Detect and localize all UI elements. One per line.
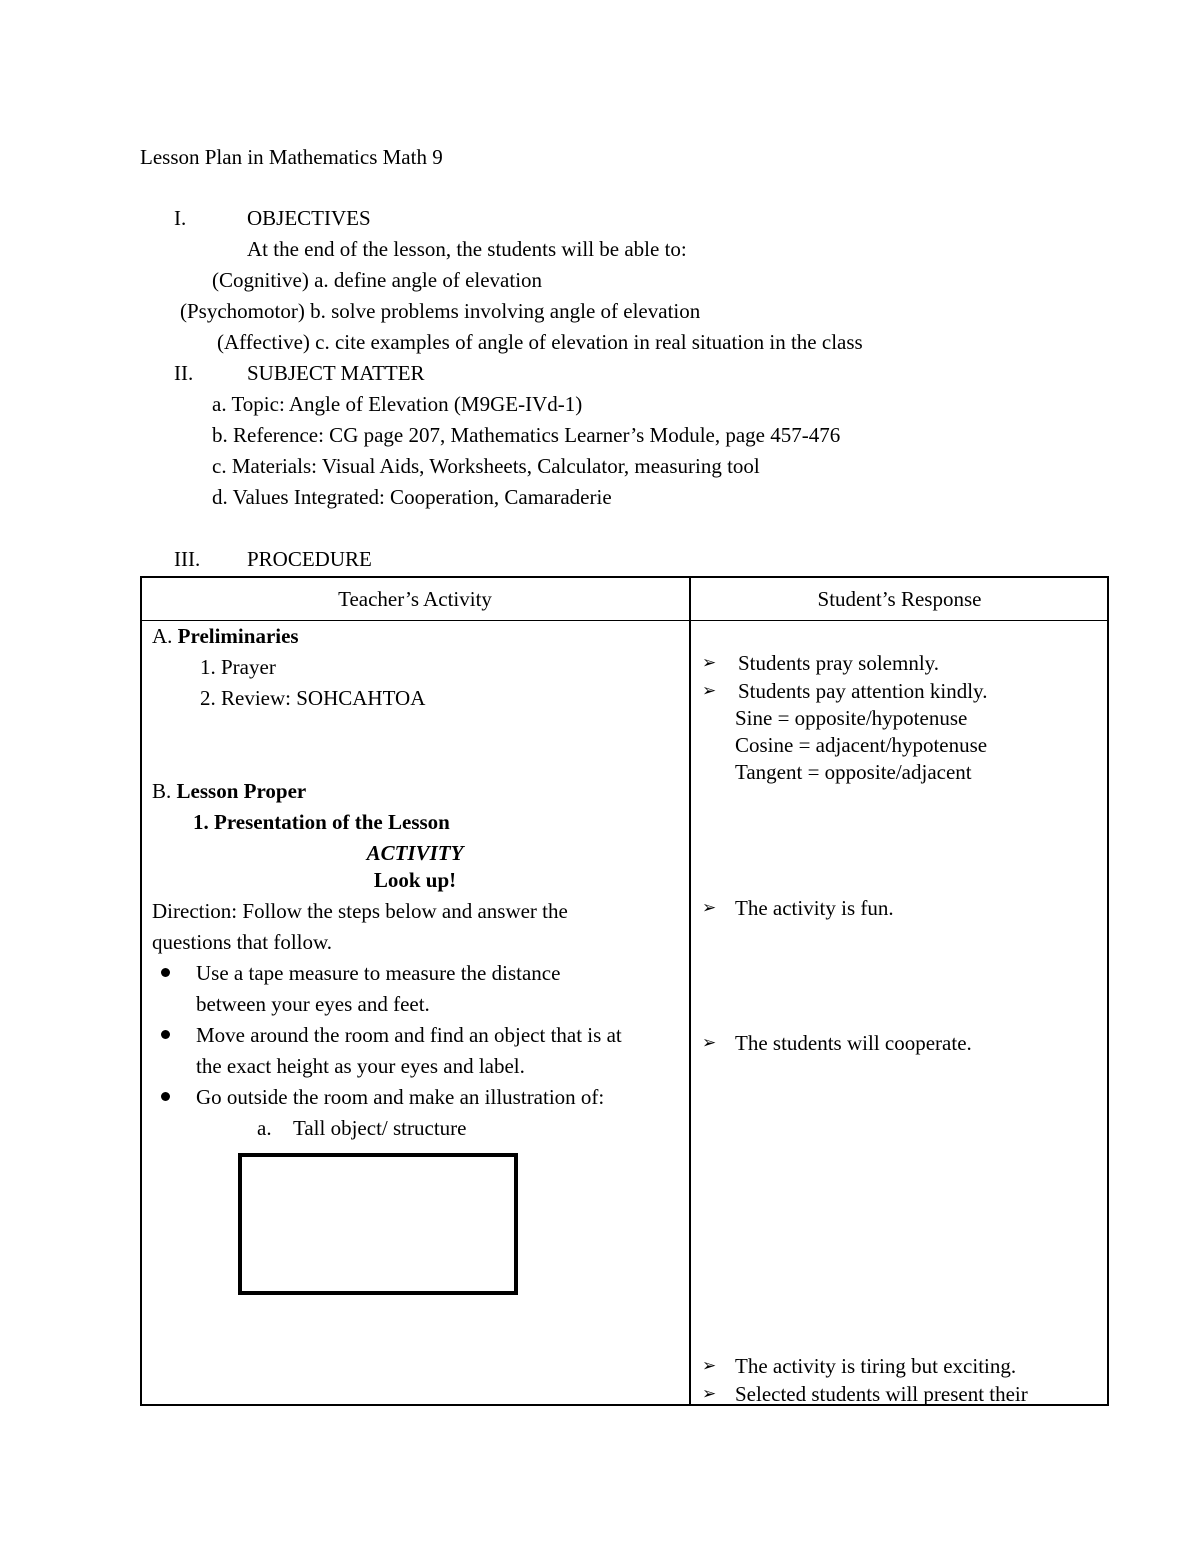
prelim-item-prayer: 1. Prayer [200, 655, 276, 679]
arrow-bullet-icon: ➢ [702, 1384, 717, 1404]
teacher-activity-header: Teacher’s Activity [338, 587, 492, 611]
direction-line-2: questions that follow. [152, 930, 333, 954]
document-title: Lesson Plan in Mathematics Math 9 [140, 145, 443, 169]
objectives-numeral: I. [174, 206, 187, 230]
bullet-2-line-1: Move around the room and find an object that is at [196, 1023, 622, 1047]
response-cooperate: The students will cooperate. [735, 1031, 972, 1055]
formula-cosine: Cosine = adjacent/hypotenuse [735, 733, 988, 757]
sub-item-letter: a. [257, 1116, 272, 1140]
lesson-proper-heading [152, 778, 306, 804]
objective-cognitive: (Cognitive) a. define angle of elevation [212, 268, 543, 292]
objective-affective: (Affective) c. cite examples of angle of elevation in real situation in the class [217, 330, 863, 354]
arrow-bullet-icon: ➢ [702, 653, 717, 673]
student-response-header: Student’s Response [817, 587, 982, 611]
arrow-bullet-icon: ➢ [702, 681, 717, 701]
activity-label: ACTIVITY [366, 841, 464, 865]
bullet-icon [161, 1030, 170, 1039]
objectives-heading: OBJECTIVES [247, 206, 371, 230]
procedure-heading: PROCEDURE [247, 547, 372, 571]
subject-matter-numeral: II. [174, 361, 194, 385]
objective-psychomotor: (Psychomotor) b. solve problems involving angle of elevation [180, 299, 701, 323]
table-column-divider [689, 576, 691, 1406]
preliminaries-title: Preliminaries [177, 624, 299, 648]
subject-values: d. Values Integrated: Cooperation, Camaraderie [212, 485, 612, 509]
sub-item-text: Tall object/ structure [293, 1116, 467, 1140]
subject-topic: a. Topic: Angle of Elevation (M9GE-IVd-1) [212, 392, 583, 416]
subject-materials: c. Materials: Visual Aids, Worksheets, Calculator, measuring tool [212, 454, 760, 478]
arrow-bullet-icon: ➢ [702, 1033, 717, 1053]
subject-matter-heading: SUBJECT MATTER [247, 361, 425, 385]
lesson-proper-title: Lesson Proper [176, 779, 307, 803]
arrow-bullet-icon: ➢ [702, 898, 717, 918]
response-tiring: The activity is tiring but exciting. [735, 1354, 1017, 1378]
bullet-2-line-2: the exact height as your eyes and label. [196, 1054, 525, 1078]
response-prayer: Students pray solemnly. [738, 651, 940, 675]
subject-reference: b. Reference: CG page 207, Mathematics Learner’s Module, page 457-476 [212, 423, 841, 447]
formula-tangent: Tangent = opposite/adjacent [735, 760, 972, 784]
arrow-bullet-icon: ➢ [702, 1356, 717, 1376]
presentation-heading: 1. Presentation of the Lesson [193, 810, 450, 834]
response-fun: The activity is fun. [735, 896, 894, 920]
preliminaries-prefix: A. [152, 624, 173, 648]
illustration-box [238, 1153, 518, 1295]
prelim-item-review: 2. Review: SOHCAHTOA [200, 686, 426, 710]
formula-sine: Sine = opposite/hypotenuse [735, 706, 968, 730]
bullet-1-line-2: between your eyes and feet. [196, 992, 430, 1016]
table-header-divider [140, 620, 1109, 621]
response-attention: Students pay attention kindly. [738, 679, 988, 703]
bullet-icon [161, 968, 170, 977]
direction-line-1: Direction: Follow the steps below and answer the [152, 899, 568, 923]
procedure-numeral: III. [174, 547, 201, 571]
preliminaries-heading [152, 623, 299, 649]
bullet-3-line-1: Go outside the room and make an illustration of: [196, 1085, 605, 1109]
lesson-proper-prefix: B. [152, 779, 172, 803]
bullet-1-line-1: Use a tape measure to measure the distance [196, 961, 561, 985]
response-present: Selected students will present their [735, 1382, 1028, 1406]
activity-name: Look up! [373, 868, 457, 892]
objectives-intro: At the end of the lesson, the students will be able to: [247, 237, 687, 261]
bullet-icon [161, 1092, 170, 1101]
